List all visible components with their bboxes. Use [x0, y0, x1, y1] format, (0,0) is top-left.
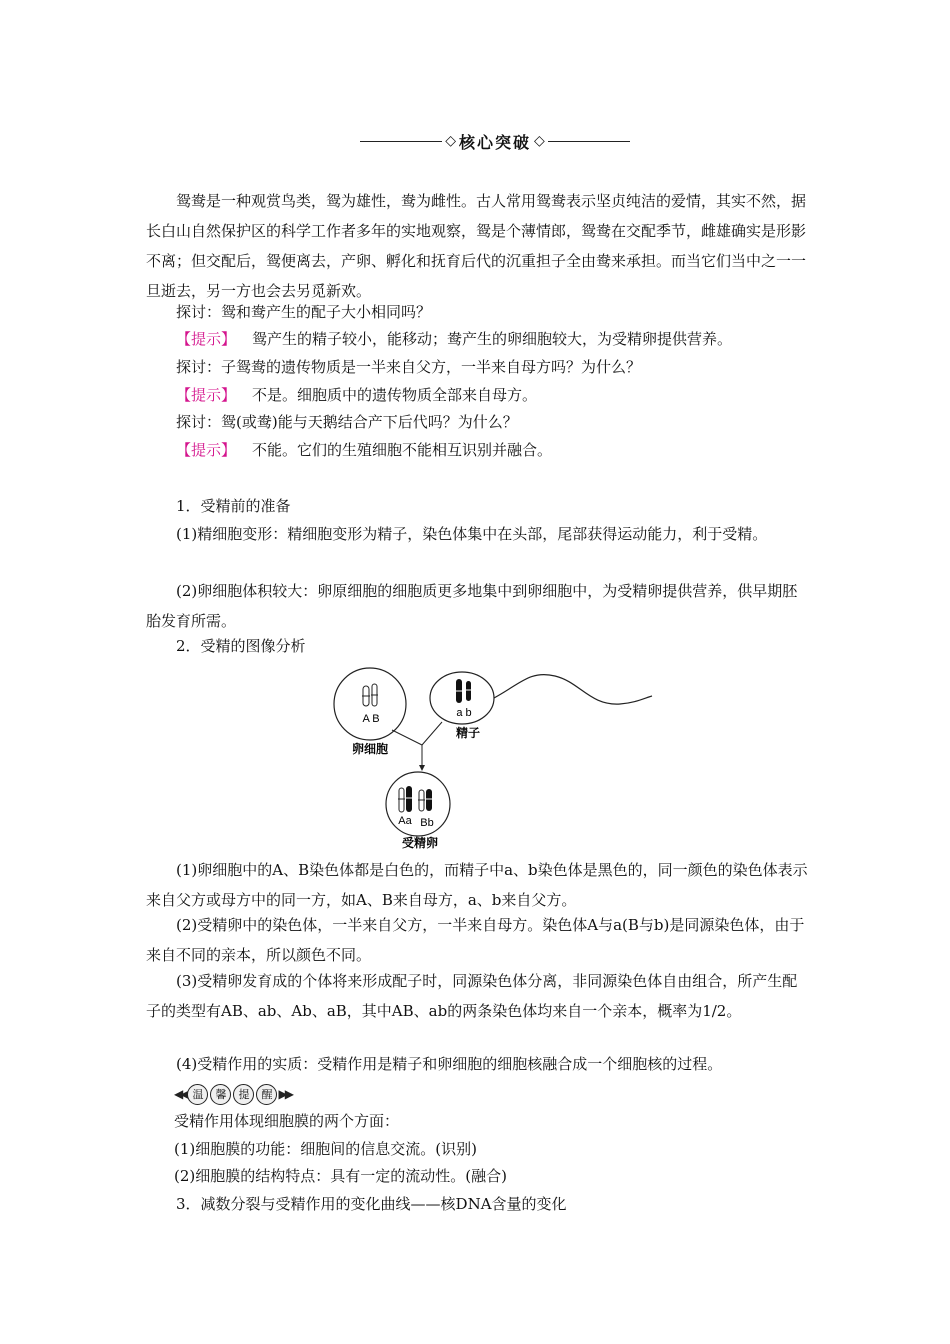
diamond-icon: ◇ [445, 133, 456, 149]
discussion-hint-1 [146, 324, 810, 354]
point3-heading: 3．减数分裂与受精作用的变化曲线——核DNA含量的变化 [176, 1195, 567, 1213]
arrow-down-icon [419, 765, 425, 771]
point2-item-4: (4)受精作用的实质：受精作用是精子和卵细胞的细胞核融合成一个细胞核的过程。 [176, 1055, 723, 1073]
section-title-text: 核心突破 [459, 132, 532, 152]
tip-char: 醒 [256, 1084, 277, 1105]
title-rule-left [360, 141, 442, 142]
point1-item-1: (1)精细胞变形：精细胞变形为精子，染色体集中在头部，尾部获得运动能力，利于受精。 [176, 525, 768, 543]
discussion-question-2: 探讨：子鸳鸯的遗传物质是一半来自父方，一半来自母方吗？为什么？ [176, 358, 642, 376]
hint-answer: 不是。细胞质中的遗传物质全部来自母方。 [252, 386, 538, 404]
section-title [360, 128, 630, 154]
title-rule-right [548, 141, 630, 142]
tip-item-2: (2)细胞膜的结构特点：具有一定的流动性。(融合) [174, 1167, 507, 1185]
tip-char: 提 [233, 1084, 254, 1105]
zygote-label: 受精卵 [401, 836, 439, 850]
hint-answer: 鸳产生的精子较小，能移动；鸯产生的卵细胞较大，为受精卵提供营养。 [252, 330, 733, 348]
egg-chromosome-label: A B [362, 713, 380, 725]
tip-intro: 受精作用体现细胞膜的两个方面： [174, 1112, 400, 1130]
merge-line-left [392, 730, 422, 745]
tip-banner [174, 1082, 291, 1106]
intro-paragraph: 鸳鸯是一种观赏鸟类，鸳为雄性，鸯为雌性。古人常用鸳鸯表示坚贞纯洁的爱情，其实不然，据长白山自然保护区的科学工作者多年的实地观察，鸳是个薄情郎，鸳鸯在交配季节，雌雄确实是形影不离；但交配后，鸳便离去，产卵、孵化和抚育后代的沉重担子全由鸯来承担。而当它们当中之一一旦逝去，另一方也会去另觅新欢。 [146, 192, 807, 300]
point1-item-2: (2)卵细胞体积较大：卵原细胞的细胞质更多地集中到卵细胞中，为受精卵提供营养，供早期胚胎发育所需。 [146, 582, 798, 630]
hint-tag: 【提示】 [176, 441, 237, 459]
hint-tag: 【提示】 [176, 386, 237, 404]
sperm-chromosome-label: a b [456, 707, 472, 719]
hint-tag: 【提示】 [176, 330, 237, 348]
sperm-tail [494, 675, 652, 705]
point2-item-1: (1)卵细胞中的A、B染色体都是白色的，而精子中a、b染色体是黑色的，同一颜色的染色体表示来自父方或母方中的同一方，如A、B来自母方，a、b来自父方。 [146, 861, 808, 909]
egg-cell [334, 668, 406, 740]
discussion-question-3: 探讨：鸳(或鸯)能与天鹅结合产下后代吗？为什么？ [176, 413, 518, 431]
diamond-icon: ◇ [534, 133, 545, 149]
fertilization-diagram [330, 664, 660, 854]
point2-item-2: (2)受精卵中的染色体，一半来自父方，一半来自母方。染色体A与a(B与b)是同源染色体，由于来自不同的亲本，所以颜色不同。 [146, 916, 805, 964]
discussion-hint-3 [146, 435, 810, 465]
merge-line-right [422, 722, 442, 745]
discussion-hint-2 [146, 380, 810, 410]
hint-answer: 不能。它们的生殖细胞不能相互识别并融合。 [252, 441, 553, 459]
zygote-cell [386, 772, 450, 836]
point2-heading: 2．受精的图像分析 [176, 637, 306, 655]
point2-item-3: (3)受精卵发育成的个体将来形成配子时，同源染色体分离，非同源染色体自由组合，所产生配子的类型有AB、ab、Ab、aB，其中AB、ab的两条染色体均来自一个亲本，概率为1/2。 [146, 972, 798, 1020]
discussion-question-1: 探讨：鸳和鸯产生的配子大小相同吗？ [176, 303, 432, 321]
tip-item-1: (1)细胞膜的功能：细胞间的信息交流。(识别) [174, 1140, 477, 1158]
point1-heading: 1．受精前的准备 [176, 497, 291, 515]
tip-char: 温 [187, 1084, 208, 1105]
double-right-arrow-icon: ▶▶ [278, 1087, 291, 1101]
egg-label: 卵细胞 [351, 742, 389, 756]
tip-char: 馨 [210, 1084, 231, 1105]
double-left-arrow-icon: ◀◀ [174, 1087, 187, 1101]
zygote-chromosome-label-bb: Bb [420, 817, 434, 829]
sperm-label: 精子 [455, 726, 481, 740]
zygote-chromosome-label-aa: Aa [398, 815, 412, 827]
